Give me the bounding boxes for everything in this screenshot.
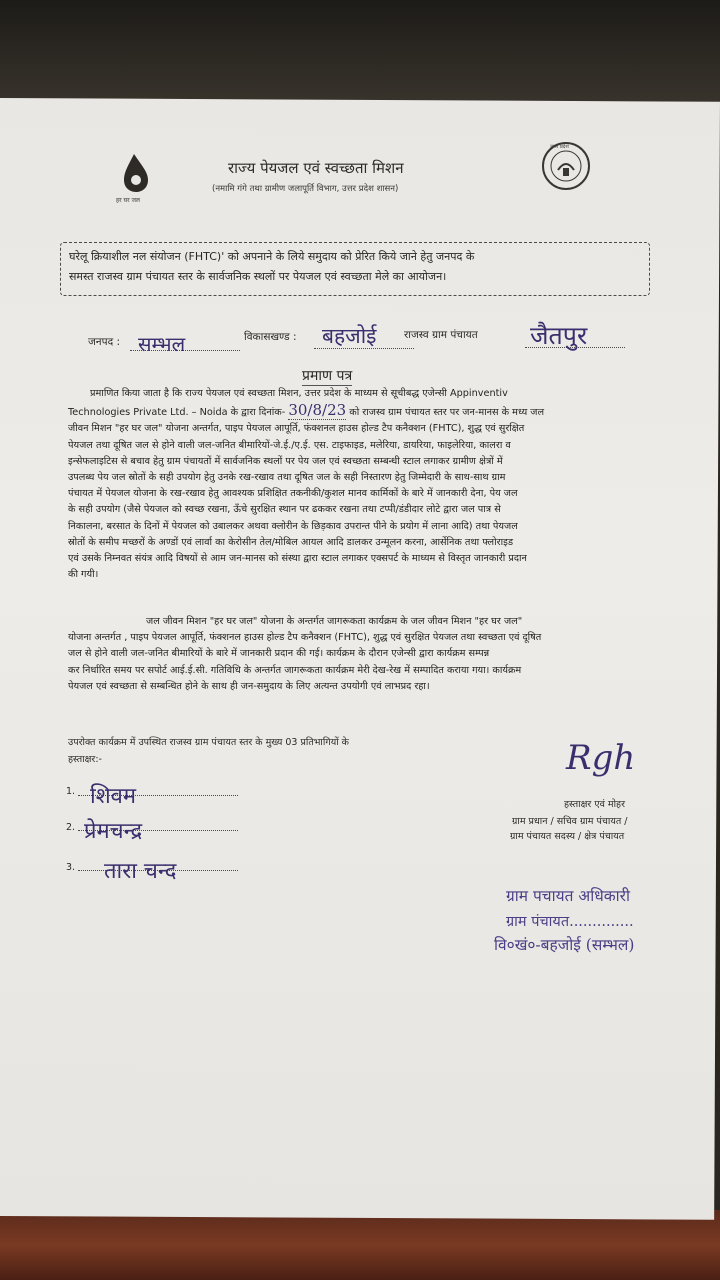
para1-line: प्रमाणित किया जाता है कि राज्य पेयजल एवं स्वच्छता मिशन, उत्तर प्रदेश के माध्यम से सूचीबद्ध एजेन्सी Appinventiv — [90, 388, 508, 399]
banner-line-2: समस्त राजस्व ग्राम पंचायत स्तर के सार्वजनिक स्थलों पर पेयजल एवं स्वच्छता मेले का आयोजन। — [69, 270, 447, 283]
para1-line-part: को राजस्व ग्राम पंचायत स्तर पर जन-मानस के मध्य जल — [349, 407, 545, 419]
para1-line: एवं उसके निम्नवत संयंत्र आदि विषयों से आम जन-मानस को संस्था द्वारा स्टाल लगाकर एक्सपर्ट के माध्यम से विस्तृत जानकारी प्रदान — [68, 553, 527, 565]
para1-line: जीवन मिशन "हर घर जल" योजना अन्तर्गत, पाइप पेयजल आपूर्ति, फंक्शनल हाउस होल्ड टैप कनैक्शन (FHTC), शुद्ध एवं सुरक्षित — [68, 423, 525, 435]
participants-intro: उपरोक्त कार्यक्रम में उपस्थित राजस्व ग्राम पंचायत स्तर के मुख्य 03 प्रतिभागियों के — [68, 737, 349, 748]
participant-number-1: 1. — [66, 786, 76, 797]
svg-text:उत्तर प्रदेश: उत्तर प्रदेश — [550, 144, 569, 150]
para1-line: निकालना, बरसात के दिनों में पेयजल को उबालकर अथवा क्लोरीन के छिड़काव उपरान्त पीने के प्रयोग में लाना आदि) तथा पेयजल — [68, 520, 518, 532]
background-bottom — [0, 1210, 720, 1280]
participant-signature-3: तारा चन्द — [104, 859, 177, 884]
para2-line: जल से होने वाली जल-जनित बीमारियों के बारे में जानकारी प्रदान की गई। कार्यक्रम के दौरान एजेन्सी द्वारा कार्यक्रम सम्पन्न — [68, 648, 490, 660]
certificate-paragraph-1 — [68, 386, 668, 583]
district-value: सम्भल — [138, 332, 186, 356]
up-government-emblem — [540, 140, 592, 192]
department-subtitle: (नमामि गंगे तथा ग्रामीण जलापूर्ति विभाग, उत्तर प्रदेश शासन) — [212, 184, 399, 194]
signature-role-1: ग्राम प्रधान / सचिव ग्राम पंचायत / — [512, 816, 628, 827]
participant-signature-1: शिवम — [90, 784, 137, 809]
panchayat-label: राजस्व ग्राम पंचायत — [404, 329, 478, 341]
participant-signature-2: प्रेमचन्द्र — [84, 819, 143, 844]
district-label: जनपद : — [88, 336, 121, 348]
para1-line: उपलब्ध पेय जल स्रोतों के सही उपयोग हेतु उनके रख-रखाव तथा दूषित जल के सही निस्तारण हेतु जिम्मेदारी के साथ-साथ ग्राम — [68, 472, 506, 484]
stamp-line-2: ग्राम पंचायत.............. — [506, 914, 634, 930]
para2-line: योजना अन्तर्गत , पाइप पेयजल आपूर्ति, फंक्शनल हाउस होल्ड टैप कनैक्शन (FHTC), शुद्ध एवं सुरक्षित पेयजल तथा स्वच्छता एवं दूषित — [68, 632, 542, 644]
block-label: विकासखण्ड : — [244, 331, 297, 343]
official-signature: Rgh — [566, 738, 636, 778]
para2-line: पेयजल एवं स्वच्छता से सम्बन्धित होने के साथ ही जन-समुदाय के लिए अत्यन्त उपयोगी एवं लाभप्रद रहा। — [68, 680, 430, 692]
para1-line: पंचायत में पेयजल योजना के रख-रखाव हेतु आवश्यक प्रशिक्षित तकनीकी/कुशल मानव कार्मिकों के बारे में जानकारी देना, पेय जल — [68, 488, 518, 500]
block-value: बहजोई — [322, 324, 377, 348]
signature-label: हस्ताक्षर एवं मोहर — [564, 799, 625, 810]
stamp-line-1: ग्राम पचायत अधिकारी — [506, 887, 631, 905]
para1-line — [68, 402, 668, 421]
para1-line: की गयी। — [68, 569, 99, 581]
svg-text:हर घर जल: हर घर जल — [116, 197, 140, 204]
participants-signature-label: हस्ताक्षर:- — [68, 754, 102, 765]
certificate-paragraph-2 — [68, 614, 668, 695]
stamp-line-3: वि०खं०-बहजोई (सम्भल) — [494, 936, 635, 954]
certificate-title: प्रमाण पत्र — [302, 368, 353, 384]
jal-mission-logo — [112, 150, 166, 210]
para1-line: इन्सेफलाइटिस से बचाव हेतु ग्राम पंचायतों में सार्वजनिक स्थलों पर पेय जल एवं स्वच्छता सम्बन्धी स्टाल लगाकर ग्रामीण क्षेत्रों में — [68, 455, 503, 467]
panchayat-value: जैतपुर — [530, 321, 588, 350]
event-banner — [60, 242, 650, 296]
date-value: 30/8/23 — [288, 401, 347, 420]
para2-line: जल जीवन मिशन "हर घर जल" योजना के अन्तर्गत जागरूकता कार्यक्रम के जल जीवन मिशन "हर घर जल" — [146, 616, 523, 627]
para1-line: स्रोतों के समीप मच्छरों के अण्डों एवं लार्वा का केरोसीन तेल/मोबिल आयल आदि डालकर उन्मूलन करना, आर्सेनिक तथा फ्लोराइड — [68, 536, 514, 548]
banner-line-1: घरेलू क्रियाशील नल संयोजन (FHTC)' को अपनाने के लिये समुदाय को प्रेरित किये जाने हेतु जनपद के — [69, 250, 475, 263]
department-title: राज्य पेयजल एवं स्वच्छता मिशन — [228, 159, 404, 177]
para2-line: कर निर्धारित समय पर सपोर्ट आई.ई.सी. गतिविधि के अन्तर्गत जागरूकता कार्यक्रम मेरी देख-रेख में सम्पादित कराया गया। कार्यक्रम — [68, 664, 522, 676]
para1-line: के सही उपयोग (जैसे पेयजल को स्वच्छ रखना, ऊँचे सुरक्षित स्थान पर ढककर रखना तथा टप्पी/डंडीदार लोटे द्वारा जल पात्र से — [68, 504, 501, 516]
para1-line-part: Technologies Private Ltd. – Noida के द्वारा दिनांक- — [68, 407, 286, 419]
participant-number-3: 3. — [66, 862, 76, 873]
participant-number-2: 2. — [66, 822, 76, 833]
para1-line: पेयजल तथा दूषित जल से होने वाली जल-जनित बीमारियों-जे.ई./ए.ई. एस. टाइफाइड, मलेरिया, डायरिया, फाइलेरिया, कालरा व — [68, 439, 511, 451]
background-top — [0, 0, 720, 110]
signature-role-2: ग्राम पंचायत सदस्य / क्षेत्र पंचायत — [510, 831, 625, 842]
